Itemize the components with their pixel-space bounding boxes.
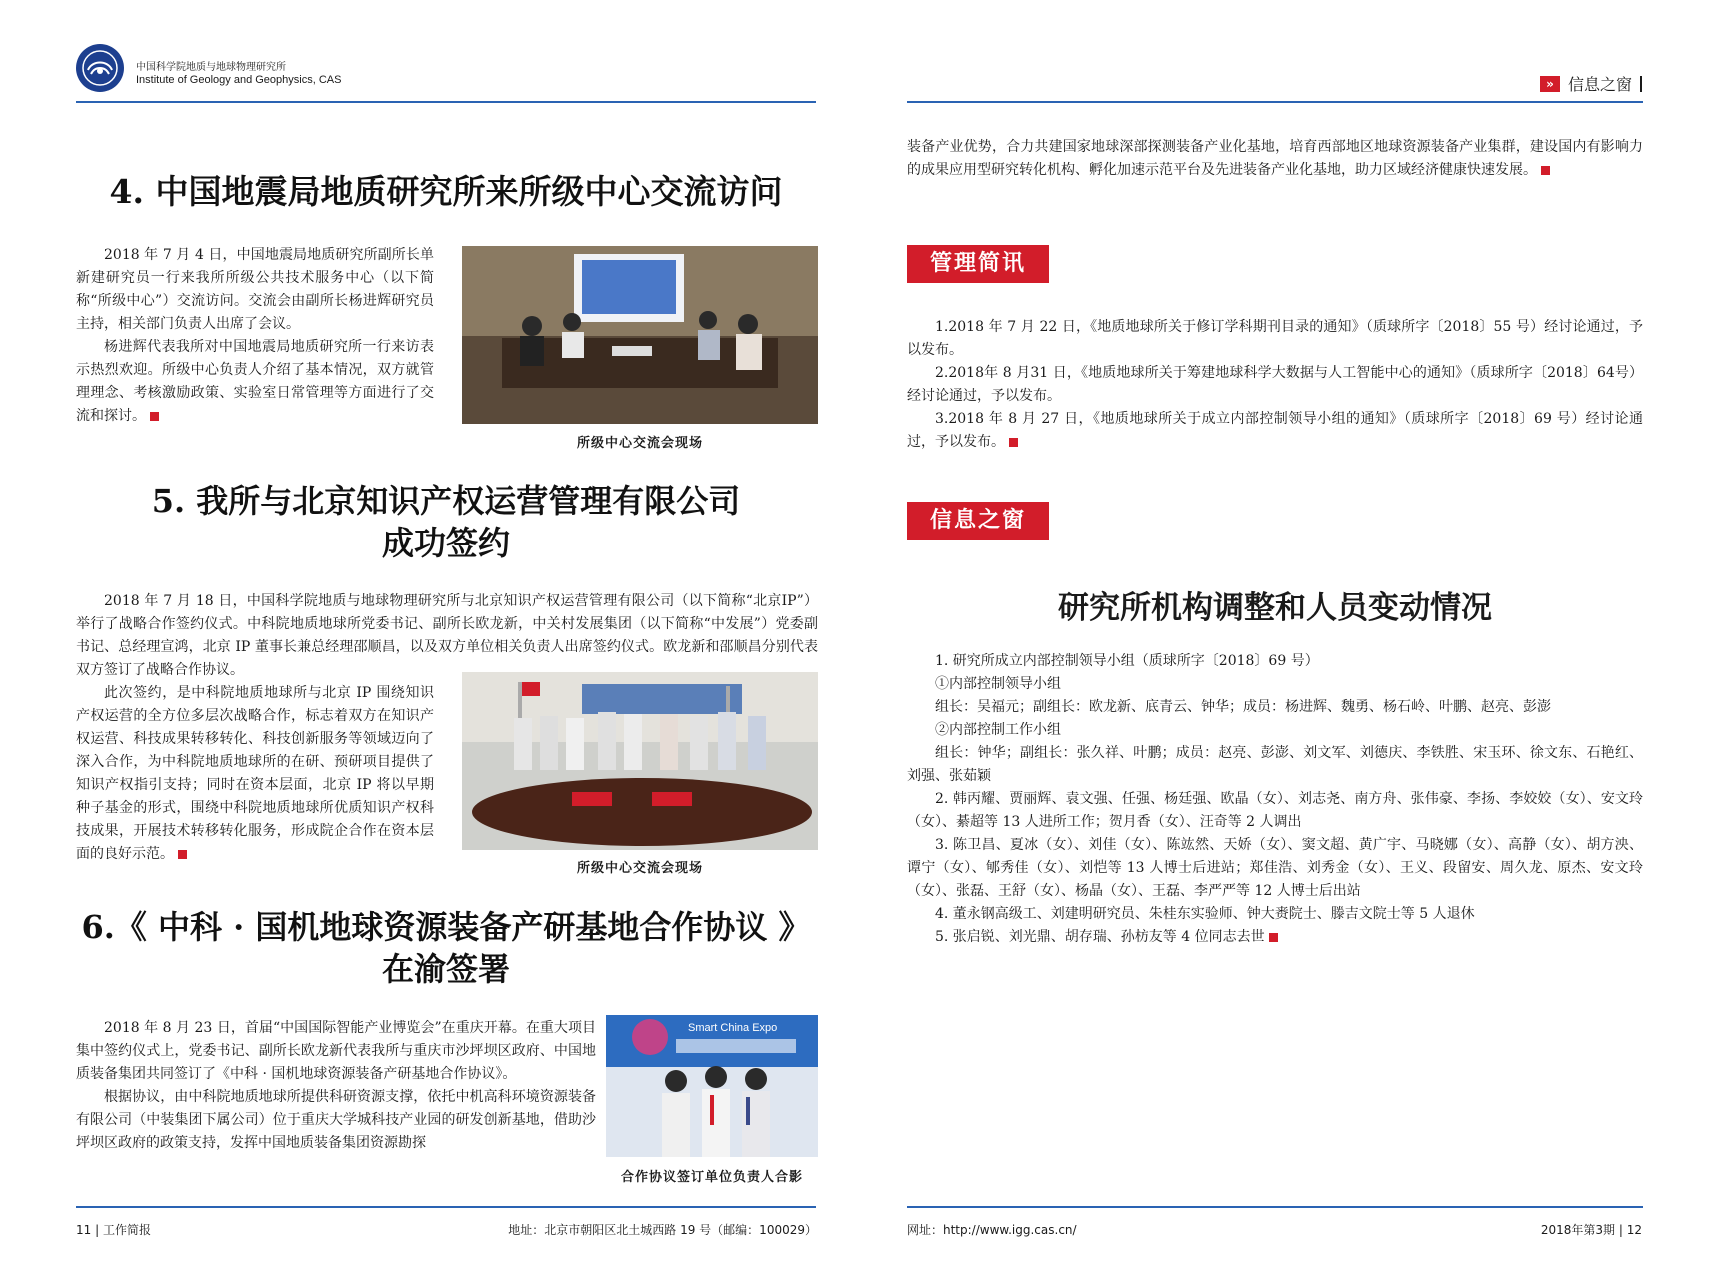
end-mark-icon bbox=[1541, 166, 1550, 175]
issue-page-number: 2018年第3期 | 12 bbox=[1540, 1223, 1642, 1237]
article-6-photo bbox=[606, 1015, 818, 1157]
header-divider bbox=[907, 101, 1643, 103]
page-number-left: 11 | 工作简报 bbox=[76, 1223, 151, 1237]
end-mark-icon bbox=[1269, 933, 1278, 942]
article-5-title: 5. 我所与北京知识产权运营管理有限公司 成功签约 bbox=[151, 482, 741, 562]
info-item: 组长：吴福元；副组长：欧龙新、底青云、钟华；成员：杨进辉、魏勇、杨石岭、叶鹏、赵亮、彭澎 bbox=[935, 699, 1551, 715]
end-mark-icon bbox=[150, 412, 159, 421]
notice-item: 3.2018 年 8 月 27 日，《地质地球所关于成立内部控制领导小组的通知》（质球所字〔2018〕69 号）经讨论通过，予以发布。 bbox=[907, 411, 1643, 450]
right-page bbox=[855, 0, 1710, 1270]
article-4-paragraph: 2018 年 7 月 4 日，中国地震局地质研究所副所长单新建研究员一行来我所所级公共技术服务中心（以下简称“所级中心”）交流访问。交流会由副所长杨进辉研究员主持，相关部门负责人出席了会议。 bbox=[76, 247, 434, 332]
notice-item: 2.2018年 8 月31 日，《地质地球所关于筹建地球科学大数据与人工智能中心的通知》（质球所字〔2018〕64号）经讨论通过，予以发布。 bbox=[907, 365, 1643, 404]
institute-name-en: Institute of Geology and Geophysics, CAS bbox=[136, 74, 342, 86]
end-mark-icon bbox=[178, 850, 187, 859]
article-6-title: 6.《 中科 · 国机地球资源装备产研基地合作协议 》 在渝签署 bbox=[81, 908, 811, 988]
info-item: 1. 研究所成立内部控制领导小组（质球所字〔2018〕69 号） bbox=[935, 653, 1319, 669]
website-url[interactable]: 网址：http://www.igg.cas.cn/ bbox=[907, 1223, 1077, 1237]
article-5-side-text bbox=[76, 682, 434, 866]
footer-divider bbox=[907, 1206, 1643, 1208]
article-4-paragraph: 杨进辉代表我所对中国地震局地质研究所一行来访表示热烈欢迎。所级中心负责人介绍了基本情况，双方就管理理念、考核激励政策、实验室日常管理等方面进行了交流和探讨。 bbox=[76, 339, 434, 424]
management-news-label: 管理简讯 bbox=[907, 245, 1049, 283]
info-item: 3. 陈卫昌、夏冰（女）、刘佳（女）、陈竑然、天娇（女）、窦文超、黄广宇、马晓娜（女）、高静（女）、胡方泱、谭宁（女）、郇秀佳（女）、刘恺等 13 人博士后进站；郑佳浩、刘秀金（女）、王义、段留安、周久龙、原杰、安文玲（女）、张磊、王舒（女）、杨晶（女）、王磊、李严严等 12 人博士后出站 bbox=[907, 837, 1643, 899]
info-item: 组长：钟华；副组长：张久祥、叶鹏；成员：赵亮、彭澎、刘文军、刘德庆、李铁胜、宋玉环、徐文东、石艳红、刘强、张茹颖 bbox=[907, 745, 1643, 784]
personnel-changes-list bbox=[907, 650, 1643, 949]
continuation-paragraph: 装备产业优势，合力共建国家地球深部探测装备产业化基地，培育西部地区地球资源装备产业集群，建设国内有影响力的成果应用型研究转化机构、孵化加速示范平台及先进装备产业化基地，助力区域经济健康快速发展。 bbox=[907, 139, 1643, 178]
article-6-body bbox=[76, 1017, 596, 1155]
expo-banner-text: Smart China Expo bbox=[688, 1022, 778, 1034]
end-mark-icon bbox=[1009, 438, 1018, 447]
info-item: ②内部控制工作小组 bbox=[935, 722, 1061, 738]
management-notice-list bbox=[907, 316, 1643, 454]
article-4-photo-caption: 所级中心交流会现场 bbox=[576, 436, 703, 451]
tab-divider bbox=[1640, 76, 1642, 92]
info-item: 4. 董永钢高级工、刘建明研究员、朱桂东实验师、钟大赉院士、滕吉文院士等 5 人退休 bbox=[935, 906, 1475, 922]
institute-name-cn: 中国科学院地质与地球物理研究所 bbox=[136, 62, 286, 73]
double-chevron-icon: » bbox=[1540, 76, 1560, 92]
article-6-paragraph: 2018 年 8 月 23 日，首届“中国国际智能产业博览会”在重庆开幕。在重大项目集中签约仪式上，党委书记、副所长欧龙新代表我所与重庆市沙坪坝区政府、中国地质装备集团共同签订了《中科 · 国机地球资源装备产研基地合作协议》。 bbox=[76, 1020, 596, 1082]
article-5-intro bbox=[76, 590, 818, 682]
article-5-photo bbox=[462, 672, 818, 850]
info-item: 5. 张启锐、刘光鼎、胡存瑞、孙枋友等 4 位同志去世 bbox=[907, 926, 1643, 949]
article-5-paragraph: 此次签约，是中科院地质地球所与北京 IP 围绕知识产权运营的全方位多层次战略合作，标志着双方在知识产权运营、科技成果转移转化、科技创新服务等领域迈向了深入合作，为中科院地质地球所的在研、预研项目提供了知识产权指引支持；同时在资本层面，北京 IP 将以早期种子基金的形式，围绕中科院地质地球所优质知识产权科技成果，开展技术转移转化服务，形成院企合作在资本层面的良好示范。 bbox=[76, 685, 434, 862]
article-4-photo bbox=[462, 246, 818, 424]
info-item: 2. 韩丙耀、贾丽辉、袁文强、任强、杨廷强、欧晶（女）、刘志尧、南方舟、张伟豪、李扬、李姣姣（女）、安文玲（女）、綦超等 13 人进所工作；贺月香（女）、汪奇等 2 人调出 bbox=[907, 791, 1643, 830]
article-6-continuation bbox=[907, 136, 1643, 182]
article-4-title: 4. 中国地震局地质研究所来所级中心交流访问 bbox=[109, 172, 783, 211]
article-5-paragraph: 2018 年 7 月 18 日，中国科学院地质与地球物理研究所与北京知识产权运营管理有限公司（以下简称“北京IP”）举行了战略合作签约仪式。中科院地质地球所党委书记、副所长欧龙新，中关村发展集团（以下简称“中发展”）党委副书记、总经理宣鸿，北京 IP 董事长兼总经理邵顺昌，以及双方单位相关负责人出席签约仪式。欧龙新和邵顺昌分别代表双方签订了战略合作协议。 bbox=[76, 593, 818, 678]
article-6-paragraph: 根据协议，由中科院地质地球所提供科研资源支撑，依托中机高科环境资源装备有限公司（中装集团下属公司）位于重庆大学城科技产业园的研发创新基地，借助沙坪坝区政府的政策支持，发挥中国地质装备集团资源勘探 bbox=[76, 1089, 596, 1151]
info-window-title: 研究所机构调整和人员变动情况 bbox=[1058, 590, 1492, 626]
header-divider bbox=[76, 101, 816, 103]
info-item: ①内部控制领导小组 bbox=[935, 676, 1061, 692]
institute-logo-icon bbox=[76, 44, 124, 92]
institute-address: 地址：北京市朝阳区北土城西路 19 号（邮编：100029） bbox=[508, 1223, 817, 1237]
article-6-photo-caption: 合作协议签订单位负责人合影 bbox=[620, 1170, 803, 1185]
section-tab: » 信息之窗 bbox=[1540, 72, 1642, 95]
footer-divider bbox=[76, 1206, 816, 1208]
article-4-body bbox=[76, 244, 434, 428]
notice-item: 1.2018 年 7 月 22 日，《地质地球所关于修订学科期刊目录的通知》（质球所字〔2018〕55 号）经讨论通过，予以发布。 bbox=[907, 319, 1643, 358]
info-window-label: 信息之窗 bbox=[907, 502, 1049, 540]
article-5-photo-caption: 所级中心交流会现场 bbox=[576, 861, 703, 876]
